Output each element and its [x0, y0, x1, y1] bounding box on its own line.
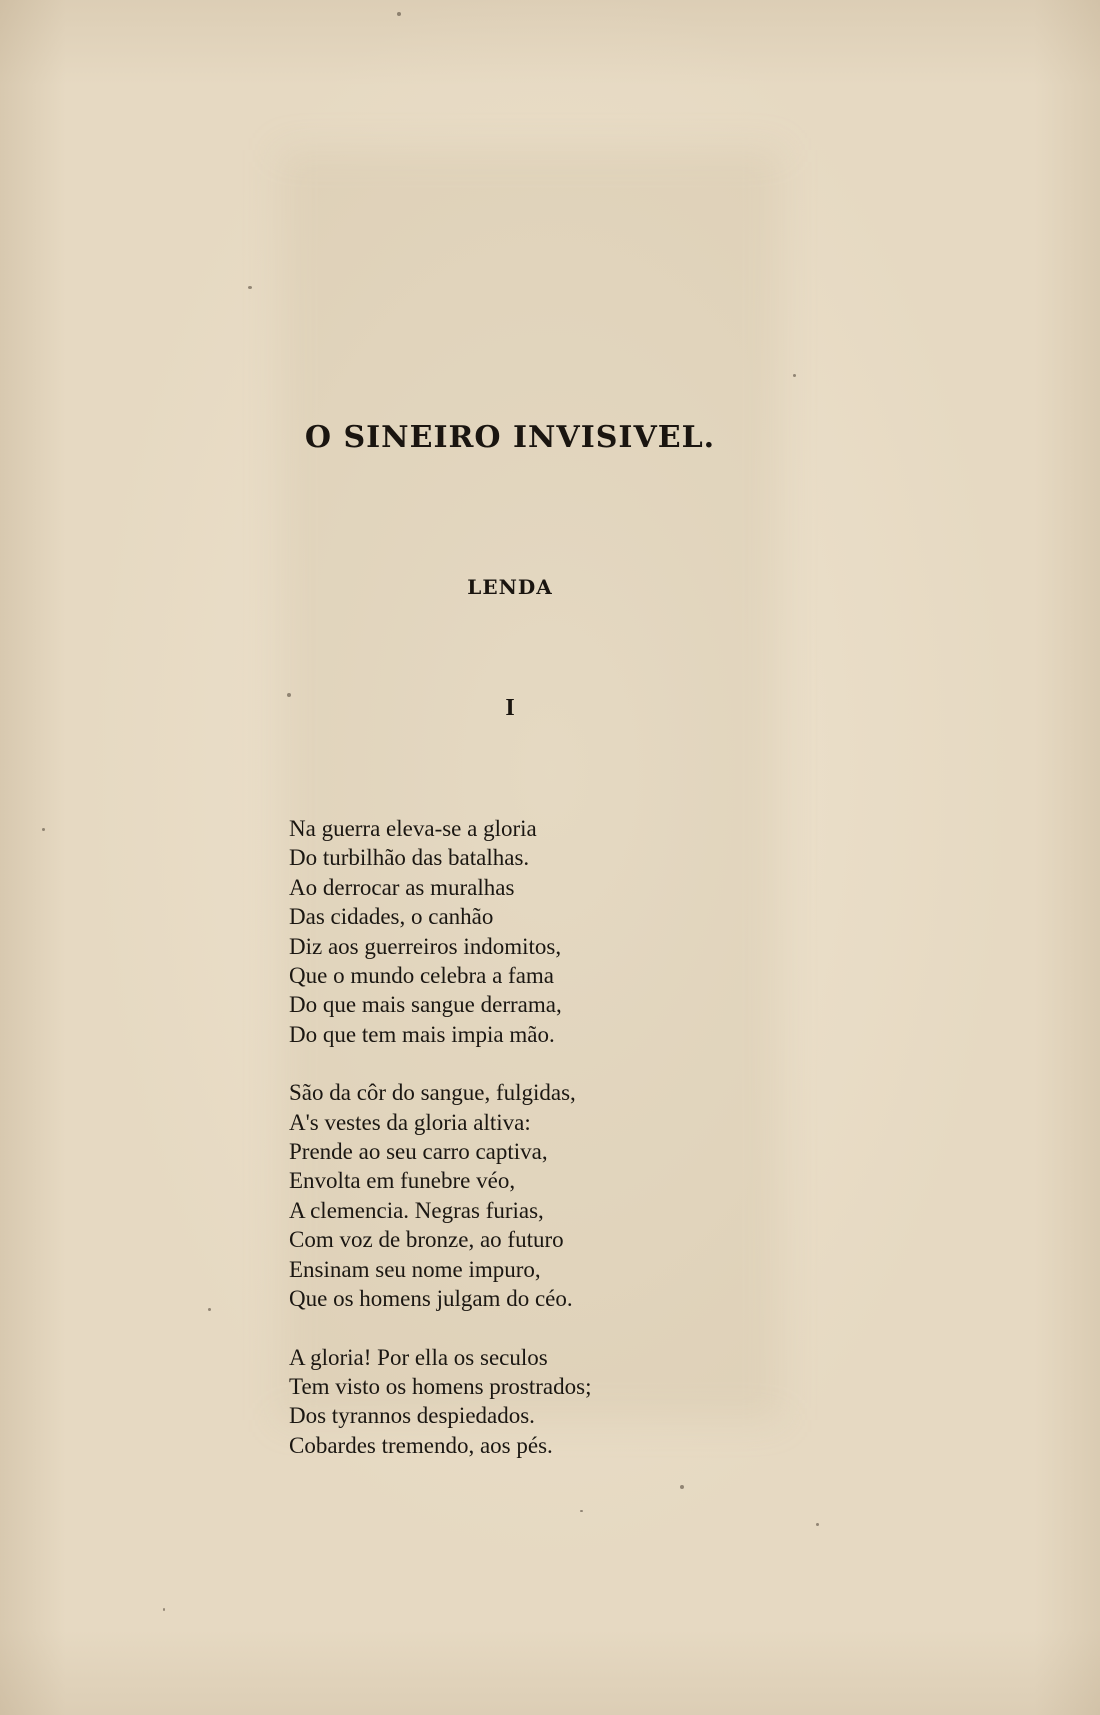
poem-line: Prende ao seu carro captiva,	[289, 1139, 548, 1165]
paper-speck	[248, 286, 252, 289]
poem-line: Do turbilhão das batalhas.	[289, 845, 530, 871]
poem-line: Envolta em funebre véo,	[289, 1168, 516, 1194]
poem-line: Ao derrocar as muralhas	[289, 874, 515, 900]
poem-line: Que o mundo celebra a fama	[289, 963, 555, 989]
poem-line: São da côr do sangue, fulgidas,	[289, 1080, 576, 1106]
poem-line: Cobardes tremendo, aos pés.	[289, 1432, 553, 1458]
section-number: I	[505, 695, 515, 721]
poem-line: A clemencia. Negras furias,	[289, 1197, 544, 1223]
paper-speck	[163, 1608, 165, 1611]
paper-speck	[208, 1308, 211, 1311]
poem-line: Do que mais sangue derrama,	[289, 992, 562, 1018]
stanza-3	[289, 1343, 809, 1461]
poem-title: O SINEIRO INVISIVEL.	[304, 420, 716, 455]
poem-line: Dos tyrannos despiedados.	[289, 1403, 535, 1429]
paper-speck	[816, 1523, 819, 1526]
poem-line: A's vestes da gloria altiva:	[289, 1109, 531, 1135]
poem-line: Do que tem mais impia mão.	[289, 1021, 555, 1047]
poem-line: Ensinam seu nome impuro,	[289, 1256, 541, 1282]
stanza-1	[289, 814, 809, 1049]
poem-line: Que os homens julgam do céo.	[289, 1286, 573, 1312]
poem-line: Com voz de bronze, ao futuro	[289, 1227, 564, 1253]
stanza-2	[289, 1078, 809, 1313]
paper-speck	[397, 12, 401, 16]
paper-speck	[580, 1510, 583, 1512]
poem-line: Diz aos guerreiros indomitos,	[289, 933, 562, 959]
poem-line: A gloria! Por ella os seculos	[289, 1344, 548, 1370]
poem-line: Na guerra eleva-se a gloria	[289, 816, 537, 841]
poem-line: Das cidades, o canhão	[289, 904, 494, 930]
poem-line: Tem visto os homens prostrados;	[289, 1373, 592, 1399]
paper-speck	[42, 828, 45, 831]
paper-speck	[793, 374, 796, 377]
poem-body	[289, 814, 809, 1489]
poem-subtitle: LENDA	[467, 575, 553, 599]
